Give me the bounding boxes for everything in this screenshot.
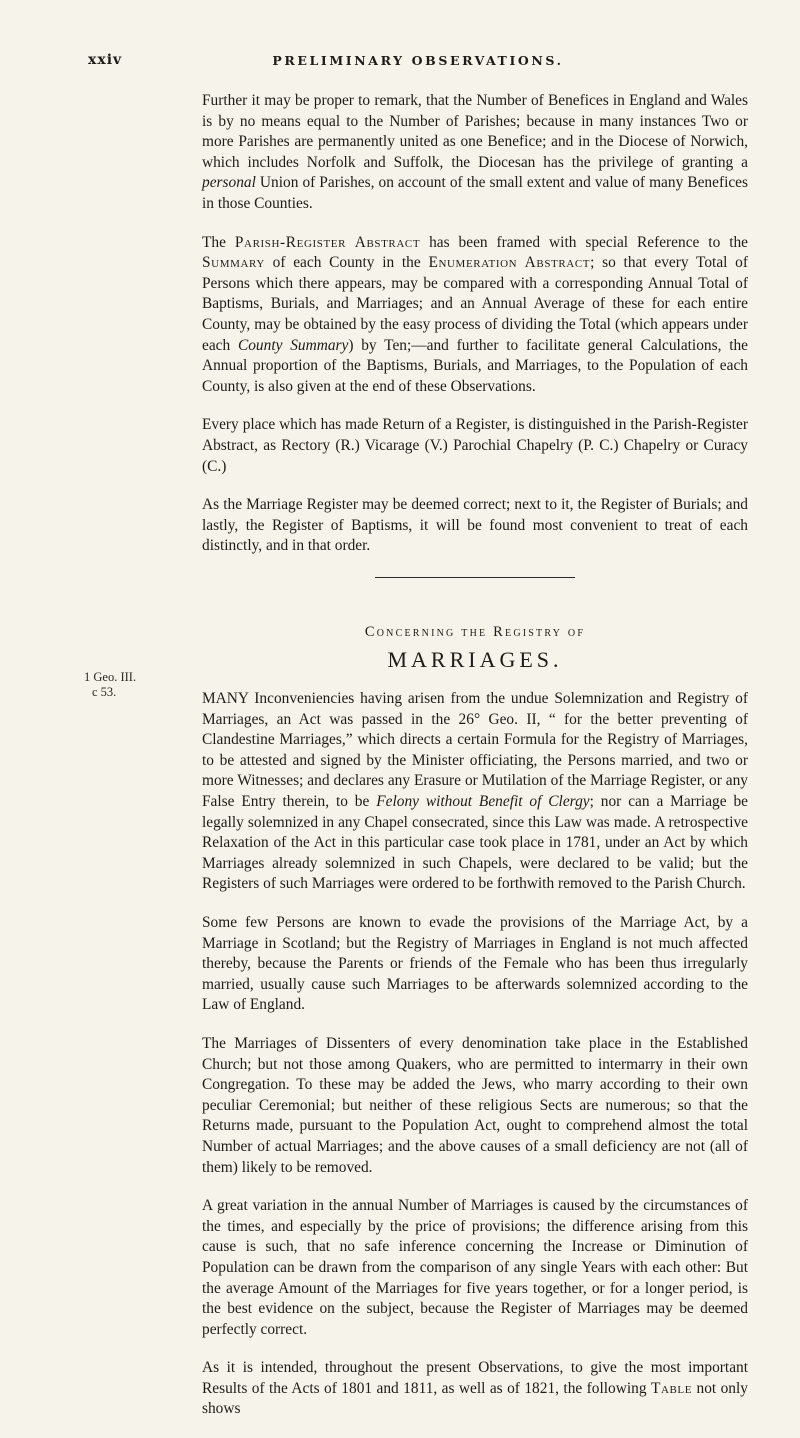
- paragraph: As the Marriage Register may be deemed correct; next to it, the Register of Burials; and lastly, the Register of Baptisms, it will be found most convenient to treat of each distinctly, and in that order.: [202, 496, 748, 555]
- small-caps-text: Parish-Register Abstract: [234, 233, 421, 251]
- paragraph-text: Union of Parishes, on account of the small extent and value of many Benefices in those Counties.: [202, 174, 748, 212]
- paragraph-text: not only shows: [202, 1379, 748, 1418]
- paragraph: Some few Persons are known to evade the provisions of the Marriage Act, by a Marriage in Scotland; but the Registry of Marriages in England is not much affected thereby, because the Parents or friends of the Female who has been thus irregularly married, usually cause such Marriages to be afterwards solemnized according to the Law of England.: [202, 914, 748, 1014]
- margin-note-line: c 53.: [92, 685, 117, 699]
- paragraph-text: MANY Inconveniencies having arisen from the undue Solemnization and Registry of Marriages, an Act was passed in the 26° Geo. II, “ for the better preventing of Clandestine Marriages,” which directs a certain Formula for the Registry of Marriages, to be attested and signed by the Minister officiating, the Persons married, and two or more Witnesses; and declares any Erasure or Mutilation of the Marriage Register, or any False Entry therein, to be: [202, 690, 748, 811]
- paragraph-text: As it is intended, throughout the present Observations, to give the most important Results of the Acts of 1801 and 1811, as well as of 1821, the following: [202, 1359, 748, 1397]
- running-head: [88, 52, 748, 74]
- paragraph: [202, 233, 748, 398]
- italic-text: personal: [202, 174, 256, 192]
- paragraph-text: ; nor can a Marriage be legally solemnized in any Chapel consecrated, since this Law was made. A retrospective Relaxation of the Act in this particular case took place in 1781, under an Act by which Marriages already solemnized in such Chapels, were declared to be valid; but the Registers of such Marriages were ordered to be forthwith removed to the Parish Church.: [202, 793, 748, 893]
- section-divider: [375, 577, 575, 578]
- paragraph: A great variation in the annual Number of Marriages is caused by the circumstances of the times, and especially by the price of provisions; the difference arising from this cause is such, that no safe inference concerning the Increase or Diminution of Population can be drawn from the comparison of any single Years with each other: But the average Amount of the Marriages for five years together, or for a longer period, is the best evidence on the subject, because the Register of Marriages may be deemed perfectly correct.: [202, 1197, 748, 1338]
- paragraph: [202, 1358, 748, 1420]
- paragraph-text: ) by Ten;—and further to facilitate general Calculations, the Annual proportion of the Baptisms, Burials, and Marriages, to the Population of each County, is also given at the end of these Observations.: [202, 336, 749, 395]
- paragraph-text: of each County in the: [264, 254, 429, 272]
- paragraph-text: ; so that every Total of Persons which there appears, may be compared with a corresponding Annual Total of Baptisms, Burials, and Marriages; and an Annual Average of these for each entire County, may be obtained by the easy process of dividing the Total (which appears under each: [202, 254, 748, 354]
- running-title: PRELIMINARY OBSERVATIONS.: [272, 53, 564, 68]
- section-kicker: Concerning the Registry of: [364, 623, 586, 640]
- small-caps-text: Table: [650, 1379, 693, 1397]
- page-number: xxiv: [88, 52, 123, 68]
- paragraph-text: has been framed with special Reference to the: [420, 233, 749, 251]
- small-caps-text: Enumeration Abstract: [428, 254, 591, 272]
- paragraph: [202, 91, 748, 215]
- paragraph: The Marriages of Dissenters of every denomination take place in the Established Church; but not those among Quakers, who are permitted to intermarry in their own Congregation. To these may be added the Jews, who marry according to their own peculiar Ceremonial; but neither of these religious Sects are numerous; so that the Returns made, pursuant to the Population Act, ought to comprehend almost the total Number of actual Marriages; and the above causes of a small deficiency are not (all of them) likely to be removed.: [202, 1034, 748, 1176]
- paragraph-text: Further it may be proper to remark, that the Number of Benefices in England and Wales is by no means equal to the Number of Parishes; because in many instances Two or more Parishes are permanently united as one Benefice; and in the Diocese of Norwich, which includes Norfolk and Suffolk, the Diocesan has the privilege of granting a: [202, 92, 748, 171]
- small-caps-text: Summary: [202, 254, 265, 272]
- margin-note: [84, 670, 164, 700]
- margin-note-line: 1 Geo. III.: [84, 670, 137, 684]
- paragraph: [202, 689, 748, 895]
- italic-text: County Summary: [237, 336, 349, 354]
- section-title: MARRIAGES.: [387, 647, 563, 673]
- paragraph-text: The: [202, 233, 235, 251]
- body-text: [202, 91, 748, 1438]
- italic-text: Felony without Benefit of Clergy: [376, 793, 590, 811]
- paragraph: Every place which has made Return of a Register, is distinguished in the Parish-Register Abstract, as Rectory (R.) Vicarage (V.) Parochial Chapelry (P. C.) Chapelry or Curacy (C.): [202, 416, 748, 475]
